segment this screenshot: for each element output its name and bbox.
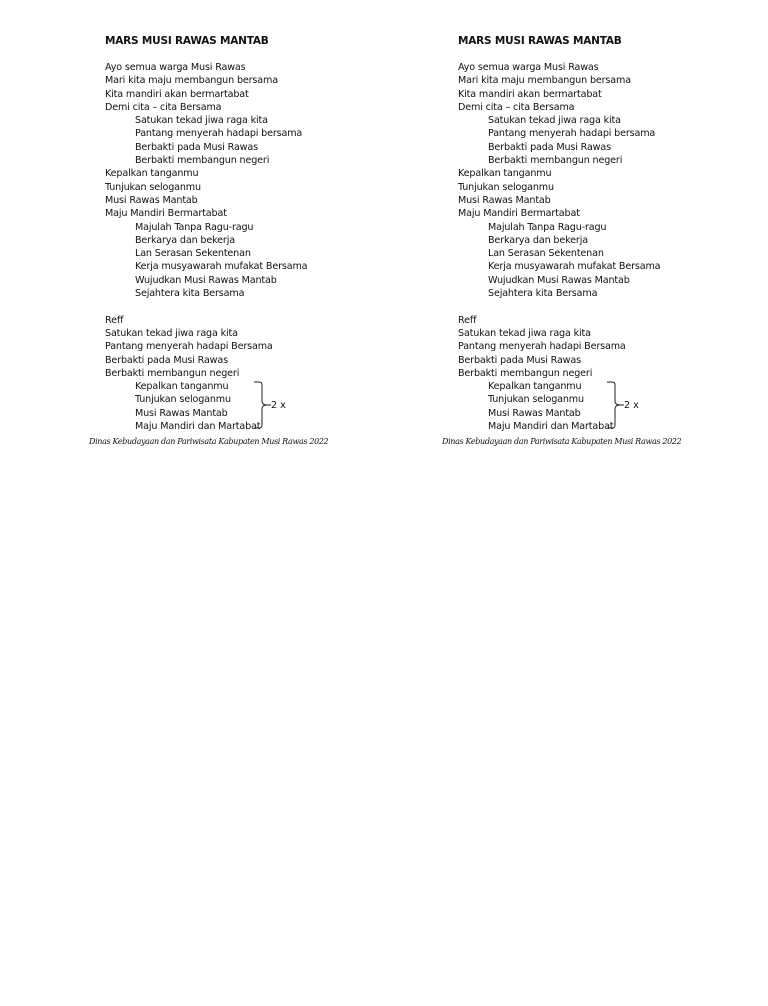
lyric-line: Berbakti pada Musi Rawas (135, 141, 258, 153)
repeat-label: 2 x (271, 400, 286, 411)
lyric-line: Satukan tekad jiwa raga kita (458, 327, 591, 339)
lyric-line: Lan Serasan Sekentenan (135, 248, 251, 260)
lyric-line: Ayo semua warga Musi Rawas (458, 62, 599, 73)
lyric-line: Musi Rawas Mantab (105, 194, 198, 206)
lyric-line: Berbakti pada Musi Rawas (458, 354, 581, 366)
lyric-line: Kerja musyawarah mufakat Bersama (488, 261, 661, 273)
lyric-line: Tunjukan seloganmu (458, 181, 554, 193)
lyric-line: Wujudkan Musi Rawas Mantab (488, 274, 630, 286)
lyric-line: Berbakti membangun negeri (105, 367, 240, 379)
lyric-line: Berkarya dan bekerja (135, 234, 235, 246)
song-title: MARS MUSI RAWAS MANTAB (458, 35, 622, 47)
lyric-line: Kepalkan tanganmu (488, 381, 582, 393)
lyric-line: Maju Mandiri Bermartabat (105, 208, 227, 220)
lyric-line: Berbakti membangun negeri (458, 367, 593, 379)
lyric-line: Majulah Tanpa Ragu-ragu (135, 221, 254, 233)
footer-credit: Dinas Kebudayaan dan Pariwisata Kabupaten Musi Rawas 2022 (89, 437, 329, 446)
lyric-line: Wujudkan Musi Rawas Mantab (135, 274, 277, 286)
lyric-line: Sejahtera kita Bersama (488, 288, 598, 300)
lyric-line: Musi Rawas Mantab (458, 194, 551, 206)
lyric-line: Berbakti membangun negeri (488, 155, 623, 167)
lyric-line: Maju Mandiri dan Martabat (488, 421, 614, 433)
lyric-line: Demi cita – cita Bersama (105, 101, 222, 113)
lyrics-lines (458, 61, 660, 433)
lyric-line: Satukan tekad jiwa raga kita (105, 327, 238, 339)
lyric-line: Pantang menyerah hadapi Bersama (105, 341, 273, 353)
lyric-line: Musi Rawas Mantab (135, 407, 228, 419)
lyric-line: Kita mandiri akan bermartabat (458, 88, 602, 100)
repeat-label: 2 x (624, 400, 639, 411)
lyric-line: Tunjukan seloganmu (135, 394, 231, 406)
lyric-line: Berkarya dan bekerja (488, 234, 588, 246)
lyric-line: Tunjukan seloganmu (488, 394, 584, 406)
lyric-line: Satukan tekad jiwa raga kita (488, 115, 621, 127)
lyric-line: Lan Serasan Sekentenan (488, 248, 604, 260)
lyric-line: Tunjukan seloganmu (105, 181, 201, 193)
lyric-line: Kerja musyawarah mufakat Bersama (135, 261, 308, 273)
lyrics-lines (105, 61, 307, 433)
lyric-line: Kepalkan tanganmu (135, 381, 229, 393)
lyric-line: Mari kita maju membangun bersama (458, 75, 631, 87)
lyric-line: Maju Mandiri Bermartabat (458, 208, 580, 220)
lyric-line: Mari kita maju membangun bersama (105, 75, 278, 87)
stanza-gap (458, 300, 660, 313)
lyric-line: Berbakti pada Musi Rawas (488, 141, 611, 153)
lyric-line: Majulah Tanpa Ragu-ragu (488, 221, 607, 233)
lyric-line: Demi cita – cita Bersama (458, 101, 575, 113)
lyric-line: Reff (105, 314, 124, 326)
lyric-line: Kepalkan tanganmu (105, 168, 199, 180)
lyric-line: Maju Mandiri dan Martabat (135, 421, 261, 433)
stanza-gap (105, 300, 307, 313)
lyric-line: Musi Rawas Mantab (488, 407, 581, 419)
lyric-line: Sejahtera kita Bersama (135, 288, 245, 300)
lyric-line: Reff (458, 314, 477, 326)
lyric-line: Kita mandiri akan bermartabat (105, 88, 249, 100)
lyric-line: Berbakti pada Musi Rawas (105, 354, 228, 366)
lyric-line: Satukan tekad jiwa raga kita (135, 115, 268, 127)
footer-credit: Dinas Kebudayaan dan Pariwisata Kabupaten Musi Rawas 2022 (442, 437, 682, 446)
lyric-line: Pantang menyerah hadapi bersama (135, 128, 303, 140)
song-title: MARS MUSI RAWAS MANTAB (105, 35, 269, 47)
lyric-line: Pantang menyerah hadapi bersama (488, 128, 656, 140)
lyric-line: Pantang menyerah hadapi Bersama (458, 341, 626, 353)
lyric-line: Berbakti membangun negeri (135, 155, 270, 167)
lyric-line: Kepalkan tanganmu (458, 168, 552, 180)
lyric-line: Ayo semua warga Musi Rawas (105, 62, 246, 73)
